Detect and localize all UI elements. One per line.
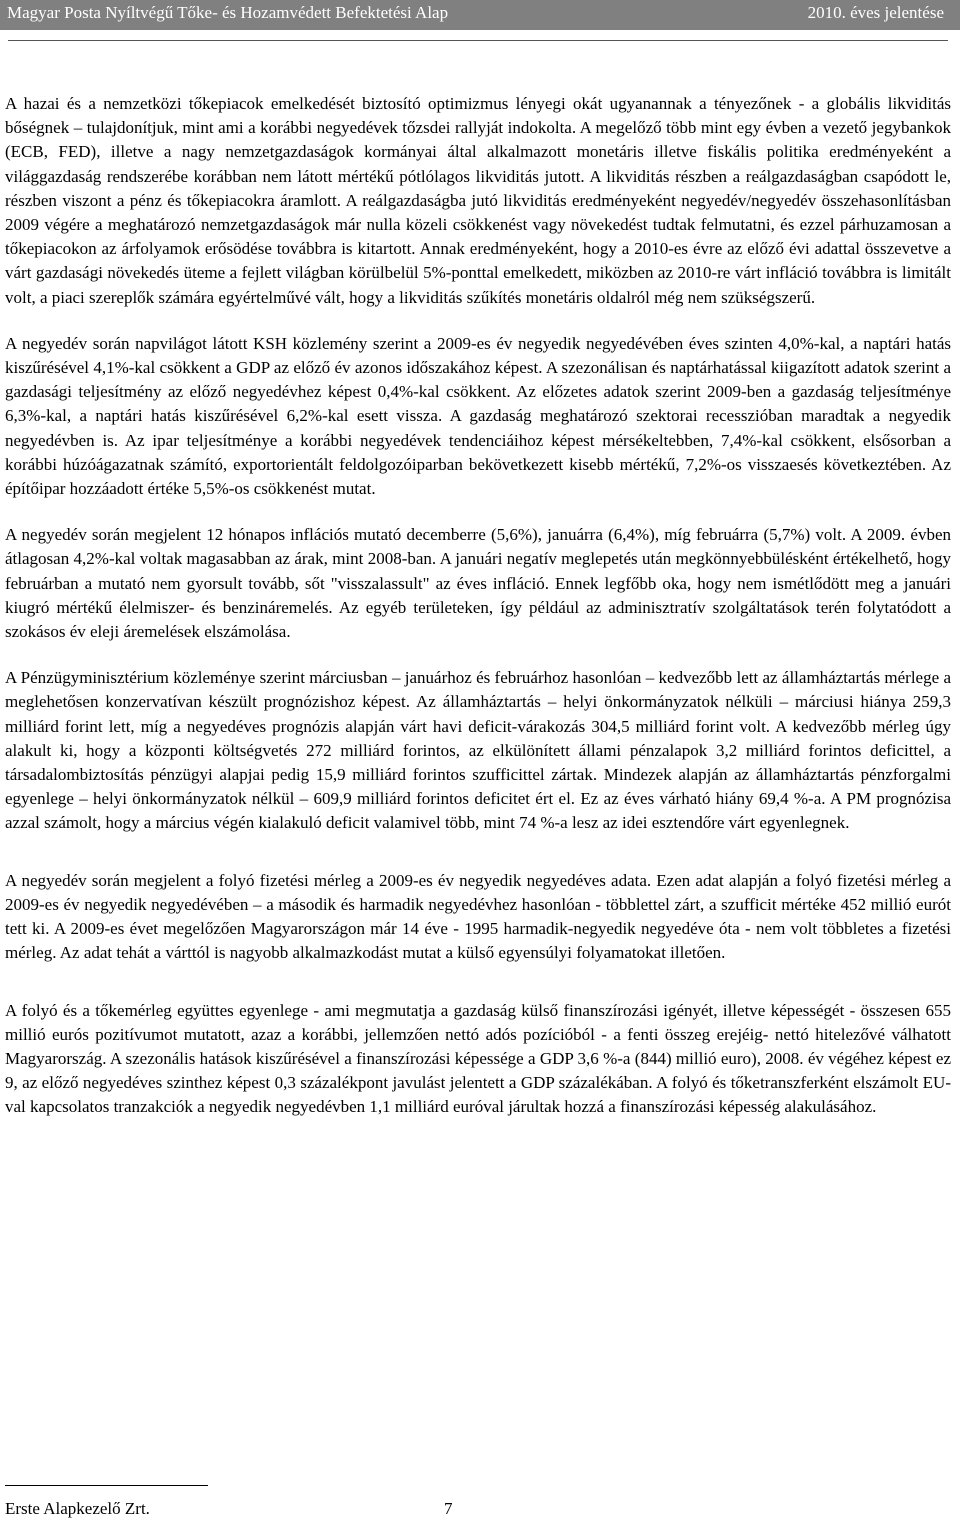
page-number: 7 xyxy=(444,1499,453,1518)
report-title: 2010. éves jelentése xyxy=(807,3,944,22)
paragraph-budget: A Pénzügyminisztérium közleménye szerint márciusban – januárhoz és februárhoz hasonlóan – kedvezőbb lett az államháztartás mérlege a meglehetősen konzervatívan készült prognózishoz képest. Az államháztartás – helyi önkormányzatok nélküli – márciusi hiánya 259,3 milliárd forint lett, míg a negyedéves prognózis alapján várt havi deficit-várakozás 304,5 milliárd forint volt. A kedvezőbb mérleg úgy alakult ki, hogy a központi költségvetés 272 milliárd forintos, az elkülönített állami pénzalapok 3,2 milliárd forintos deficittel, a társadalombiztosítás pénzügyi alapjai pedig 15,9 milliárd forintos szufficittel zártak. Mindezek alapján az államháztartás pénzforgalmi egyenlege – helyi önkormányzatok nélkül – 609,9 milliárd forintos deficitet ért el. Ez az éves várható hiány 69,4 %-a. A PM prognózisa azzal számolt, hogy a március végén kialakuló deficit valamivel több, mint 74 %-a lesz az idei esztendőre várt egyenlegnek. xyxy=(5,668,951,833)
paragraph-liquidity: A hazai és a nemzetközi tőkepiacok emelkedését biztosító optimizmus lényegi okát ugyanannak a tényezőnek - a globális likviditás bőségnek – tulajdonítjuk, mint ami a korábbi negyedévek tőzsdei rallyját indokolta. A megelőző több mint egy évben a vezető jegybankok (ECB, FED), illetve a nagy nemzetgazdaságok kormányai által alkalmazott monetáris illetve fiskális politika eredményeként a világgazdaság rendszerébe korábban nem látott mértékű pótlólagos likviditás jutott. A likviditás részben a reálgazdaságban csapódott le, részben viszont a pénz és tőkepiacokra áramlott. A reálgazdaságba jutó likviditás eredményeként negyedév/negyedév összehasonlításban 2009 végére a meghatározó nemzetgazdaságok már nulla közeli csökkenést vagy növekedést tudtak felmutatni, és ezzel párhuzamosan a tőkepiacokon az árfolyamok erősödése továbbra is kitartott. Annak eredményeként, hogy a 2010-es évre az előző évi adattal összevetve a várt gazdasági növekedés üteme a fejlett világban körülbelül 5%-ponttal emelkedett, miközben az 2010-re várt infláció továbbra is limitált volt, a piaci szereplők számára egyértelművé vált, hogy a likviditás szűkítés monetáris oldalról még nem szükségszerű. xyxy=(5,94,951,307)
footer-rule xyxy=(5,1485,208,1486)
page-header xyxy=(0,0,960,30)
fund-title: Magyar Posta Nyíltvégű Tőke- és Hozamvédett Befektetési Alap xyxy=(7,3,449,22)
document-body xyxy=(5,92,951,1120)
header-rule xyxy=(8,40,948,41)
paragraph-inflation: A negyedév során megjelent 12 hónapos inflációs mutató decemberre (5,6%), januárra (6,4%), míg februárra (5,7%) volt. A 2009. évben átlagosan 4,2%-kal voltak magasabban az árak, mint 2008-ban. A januári negatív meglepetés után megkönnyebbülésként értékelhető, hogy februárban a mutató nem gyorsult tovább, sőt "visszalassult" az éves infláció. Ennek legfőbb oka, hogy nem ismétlődött meg a januári kiugró mértékű élelmiszer- és benzináremelés. Az egyéb területeken, így például az adminisztratív szolgáltatások terén folytatódott a szokásos év eleji áremelések elszámolása. xyxy=(5,525,951,642)
paragraph-financing-capacity: A folyó és a tőkemérleg együttes egyenlege - ami megmutatja a gazdaság külső finanszírozási igényét, illetve képességét - összesen 655 millió eurós pozitívumot mutatott, azaz a korábbi, jellemzően nettó adós pozícióból - a fenti összeg erejéig- nettó hitelezővé válhatott Magyarország. A szezonális hatások kiszűrésével a finanszírozási képessége a GDP 3,6 %-a (844) millió euro), 2008. év végéhez képest ez 9, az előző negyedéves szinthez képest 0,3 százalékpont javulást jelentett a GDP százalékában. A folyó és tőketranszferként elszámolt EU-val kapcsolatos tranzakciók a negyedik negyedévben 1,1 milliárd euróval járultak hozzá a finanszírozási képesség alakulásához. xyxy=(5,1000,951,1117)
footer-company: Erste Alapkezelő Zrt. xyxy=(5,1499,150,1518)
paragraph-current-account: A negyedév során megjelent a folyó fizetési mérleg a 2009-es év negyedik negyedéves adata. Ezen adat alapján a folyó fizetési mérleg a 2009-es év negyedik negyedévében – a második és harmadik negyedévhez hasonlóan - többlettel zárt, a szufficit mértéke 452 millió eurót tett ki. A 2009-es évet megelőzően Magyarországon már 14 éve - 1995 harmadik-negyedik negyedéve óta - nem volt többletes a fizetési mérleg. Az adat tehát a várttól is nagyobb alkalmazkodást mutat a külső egyensúlyi folyamatokat illetően. xyxy=(5,870,951,963)
paragraph-gdp: A negyedév során napvilágot látott KSH közlemény szerint a 2009-es év negyedik negyedévében éves szinten 4,0%-kal, a naptári hatás kiszűrésével 4,1%-kal csökkent a GDP az előző év azonos időszakához képest. A szezonálisan és naptárhatással kiigazított adatok szerint a gazdasági teljesítmény az előző negyedévhez képest 0,4%-kal csökkent. Az előzetes adatok szerint 2009-ben a gazdaság teljesítménye 6,3%-kal, a naptári hatás kiszűrésével 6,2%-kal esett vissza. A gazdaság meghatározó szektorai recesszióban maradtak a negyedik negyedévben is. Az ipar teljesítménye a korábbi negyedévek tendenciáihoz képest mérsékeltebben, 7,4%-kal csökkent, elsősorban a korábbi húzóágazatnak számító, exportorientált feldolgozóiparban bekövetkezett kisebb mértékű, 7,2%-os visszaesés következtében. Az építőipar hozzáadott értéke 5,5%-os csökkenést mutat. xyxy=(5,333,951,499)
